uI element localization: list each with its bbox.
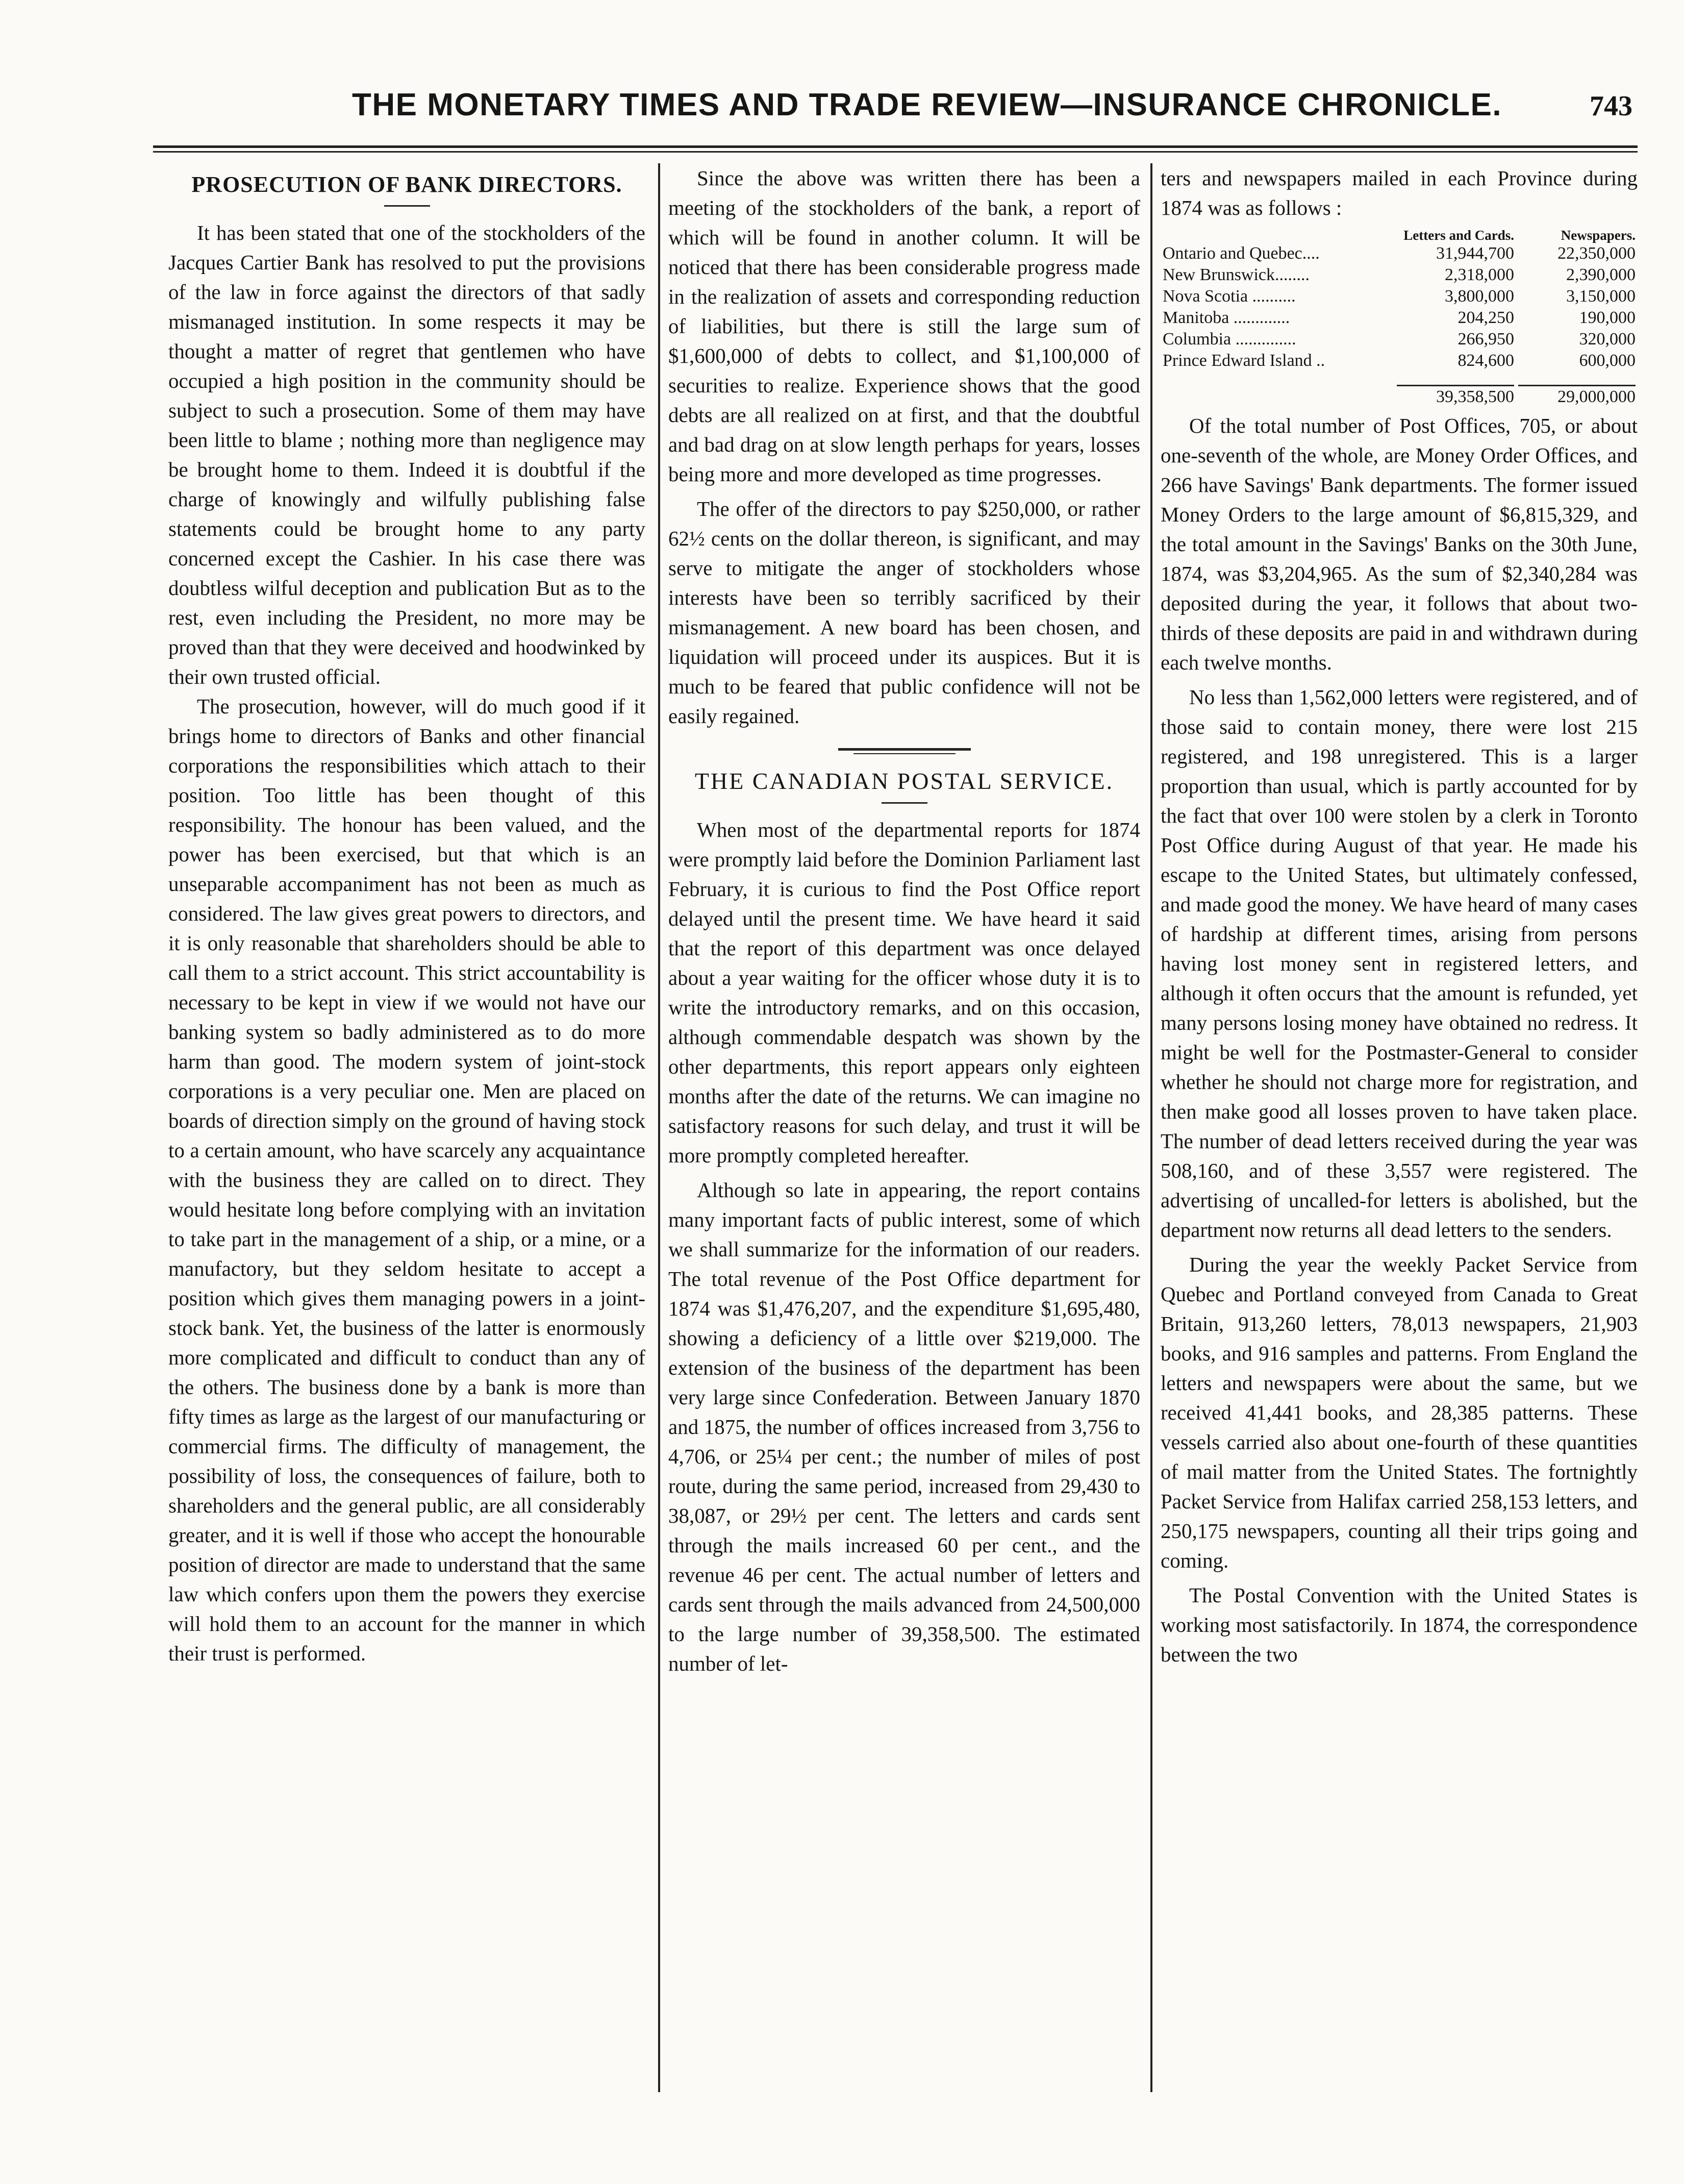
table-header-cell: Newspapers. xyxy=(1561,228,1636,243)
letters-cell: 204,250 xyxy=(1457,308,1514,327)
section-rule xyxy=(384,205,430,207)
column-divider-2 xyxy=(1150,163,1152,2092)
masthead-title: THE MONETARY TIMES AND TRADE REVIEW—INSURANCE CHRONICLE. xyxy=(352,87,1502,122)
article-paragraph: The Postal Convention with the United States is working most satisfactorily. In 1874, the correspondence between the two xyxy=(1161,1583,1638,1666)
column-divider-1 xyxy=(658,163,660,2092)
total-label-cell xyxy=(1161,371,1395,408)
table-row xyxy=(1161,329,1638,350)
article-paragraph: Although so late in appearing, the report contains many important facts of public interest, some of which we shall summarize for the information of our readers. The total revenue of the Post Office department for 1874 was $1,476,207, and the expenditure $1,695,480, showing a deficiency of a little over $219,000. The extension of the business of the department has been very large since Confederation. Between January 1870 and 1875, the number of offices increased from 3,756 to 4,706, or 25¼ per cent.; the number of miles of post route, during the same period, increased from 29,430 to 38,087, or 29½ per cent. The letters and cards sent through the mails increased 60 per cent., and the revenue 46 per cent. The actual number of letters and cards sent through the mails advanced from 24,500,000 to the large number of 39,358,500. The estimated number of let- xyxy=(668,1178,1140,1675)
table-row xyxy=(1161,243,1638,264)
column-1 xyxy=(168,163,645,1668)
table-row xyxy=(1161,286,1638,307)
letters-cell: 2,318,000 xyxy=(1445,265,1514,284)
letters-cell: 31,944,700 xyxy=(1436,244,1514,263)
newspapers-cell: 190,000 xyxy=(1579,308,1636,327)
article-paragraph: It has been stated that one of the stockholders of the Jacques Cartier Bank has resolved to put the provisions of the law in force against the directors of that sadly mismanaged institution. In some respects it may be thought a matter of regret that gentlemen who have occupied a high position in the community should be subject to such a prosecution. Some of them may have been little to blame ; nothing more than negligence may be brought home to them. Indeed it is doubtful if the charge of knowingly and wilfully publishing false statements could be brought home to any party concerned except the Cashier. In his case there was doubtless wilful deception and publication But as to the rest, even including the President, no more may be proved than that they were deceived and hoodwinked by their own trusted official. xyxy=(168,221,645,688)
province-cell: Columbia .............. xyxy=(1163,330,1296,349)
header-rule-secondary xyxy=(153,151,1638,153)
page-number: 743 xyxy=(1590,90,1632,122)
article-paragraph: Of the total number of Post Offices, 705, or about one-seventh of the whole, are Money Order Offices, and 266 have Savings' Bank departments. The former issued Money Orders to the large amount of $6,815,329, and the total amount in the Savings' Banks on the 30th June, 1874, was $3,204,965. As the sum of $2,340,284 was deposited during the year, it follows that about two-thirds of these deposits are paid in and withdrawn during each twelve months. xyxy=(1161,414,1638,674)
table-row xyxy=(1161,307,1638,329)
sum-rule xyxy=(1397,385,1514,386)
article-paragraph: Since the above was written there has been a meeting of the stockholders of the bank, a report of which will be found in another column. It will be noticed that there has been considerable progress made in the realization of assets and corresponding reduction of liabilities, but there is still the large sum of $1,600,000 of debts to collect, and $1,100,000 of securities to realize. Experience shows that the good debts are all realized on at first, and that the doubtful and bad drag on at slow length perhaps for years, losses being more and more developed as time progresses. xyxy=(668,166,1140,486)
page-header xyxy=(153,82,1632,138)
column-3 xyxy=(1161,163,1638,1669)
total-newspapers-cell xyxy=(1516,371,1638,408)
header-rule xyxy=(153,145,1638,148)
newspapers-cell: 22,350,000 xyxy=(1557,244,1636,263)
article-paragraph: ters and newspapers mailed in each Province during 1874 was as follows : xyxy=(1161,166,1638,219)
article-paragraph: During the year the weekly Packet Service from Quebec and Portland conveyed from Canada to Great Britain, 913,260 letters, 78,013 newspapers, 21,903 books, and 916 samples and patterns. From England the letters and newspapers were about the same, but we received 41,441 books, and 28,385 patterns. These vessels carried also about one-fourth of these quantities of mail matter from the United States. The fortnightly Packet Service from Halifax carried 258,153 letters, and 250,175 newspapers, counting all their trips going and coming. xyxy=(1161,1253,1638,1572)
table-row xyxy=(1161,264,1638,286)
postal-statistics-table xyxy=(1161,228,1638,408)
letters-cell: 824,600 xyxy=(1457,351,1514,370)
article-paragraph: The prosecution, however, will do much good if it brings home to directors of Banks and other financial corporations the responsibilities which attach to their position. Too little has been thought of this responsibility. The honour has been valued, and the power has been exercised, but that which is an unseparable accompaniment has not been as much as considered. The law gives great powers to directors, and it is only reasonable that shareholders should be able to call them to a strict account. This strict accountability is necessary to be kept in view if we would not have our banking system so badly administered as to do more harm than good. The modern system of joint-stock corporations is a very peculiar one. Men are placed on boards of direction simply on the ground of having stock to a certain amount, who have scarcely any acquaintance with the business they are called on to direct. They would hesitate long before complying with an invitation to take part in the management of a ship, or a mine, or a manufactory, but they seldom hesitate to accept a position which gives them managing powers in a joint-stock bank. Yet, the business of the latter is enormously more complicated and difficult to conduct than any of the others. The business done by a bank is more than fifty times as large as the largest of our manufacturing or commercial firms. The difficulty of management, the possibility of loss, the consequences of failure, both to shareholders and the general public, are all considerably greater, and it is well if those who accept the honourable position of director are made to understand that the same law which confers upon them the powers they exercise will hold them to an account for the manner in which their trust is performed. xyxy=(168,694,645,1665)
section-rule xyxy=(882,802,927,804)
province-cell: Ontario and Quebec.... xyxy=(1163,244,1320,263)
article-paragraph: No less than 1,562,000 letters were registered, and of those said to contain money, there were lost 215 registered, and 198 unregistered. This is a larger proportion than usual, which is partly accounted for by the fact that over 100 were stolen by a clerk in Toronto Post Office during August of that year. He made his escape to the United States, but ultimately confessed, and made good the money. We have heard of many cases of hardship at different times, arising from persons having lost money sent in registered letters, and although it often occurs that the amount is refunded, yet many persons losing money have obtained no redress. It might be well for the Postmaster-General to consider whether he should not charge more for registration, and then make good all losses proven to have taken place. The number of dead letters received during the year was 508,160, and of these 3,557 were registered. The advertising of uncalled-for letters is abolished, but the department now returns all dead letters to the senders. xyxy=(1161,685,1638,1242)
total-letters-cell xyxy=(1395,371,1516,408)
article-paragraph: The offer of the directors to pay $250,000, or rather 62½ cents on the dollar thereon, is significant, and may serve to mitigate the anger of stockholders whose interests have been so terribly sacrificed by their mismanagement. A new board has been chosen, and liquidation will proceed under its auspices. But it is much to be feared that public confidence will not be easily regained. xyxy=(668,497,1140,728)
table-header-cell: Letters and Cards. xyxy=(1403,228,1514,243)
newspapers-cell: 2,390,000 xyxy=(1566,265,1636,284)
table-total-row xyxy=(1161,371,1638,408)
table-header-cell xyxy=(1161,228,1395,243)
table-header-row xyxy=(1161,228,1638,243)
sum-rule xyxy=(1518,385,1636,386)
newspapers-cell: 320,000 xyxy=(1579,330,1636,349)
article-paragraph: When most of the departmental reports for 1874 were promptly laid before the Dominion Parliament last February, it is curious to find the Post Office report delayed until the present time. We have heard it said that the report of this department was once delayed about a year waiting for the officer whose duty it is to write the introductory remarks, and on this occasion, although commendable despatch was shown by the other departments, this report appears only eighteen months after the date of the returns. We can imagine no satisfactory reasons for such delay, and trust it will be more promptly completed hereafter. xyxy=(668,818,1140,1167)
total-letters-value: 39,358,500 xyxy=(1436,387,1514,406)
table-row xyxy=(1161,350,1638,371)
newspapers-cell: 600,000 xyxy=(1579,351,1636,370)
column-2 xyxy=(668,163,1140,1678)
letters-cell: 266,950 xyxy=(1457,330,1514,349)
province-cell: Nova Scotia .......... xyxy=(1163,287,1296,306)
letters-cell: 3,800,000 xyxy=(1445,287,1514,306)
province-cell: Manitoba ............. xyxy=(1163,308,1290,327)
section-separator xyxy=(838,748,971,754)
province-cell: New Brunswick........ xyxy=(1163,265,1310,284)
section-heading-postal-service: THE CANADIAN POSTAL SERVICE. xyxy=(694,768,1114,794)
province-cell: Prince Edward Island .. xyxy=(1163,351,1325,370)
newspapers-cell: 3,150,000 xyxy=(1566,287,1636,306)
section-heading-bank-directors: PROSECUTION OF BANK DIRECTORS. xyxy=(191,172,622,197)
total-newspapers-value: 29,000,000 xyxy=(1557,387,1636,406)
